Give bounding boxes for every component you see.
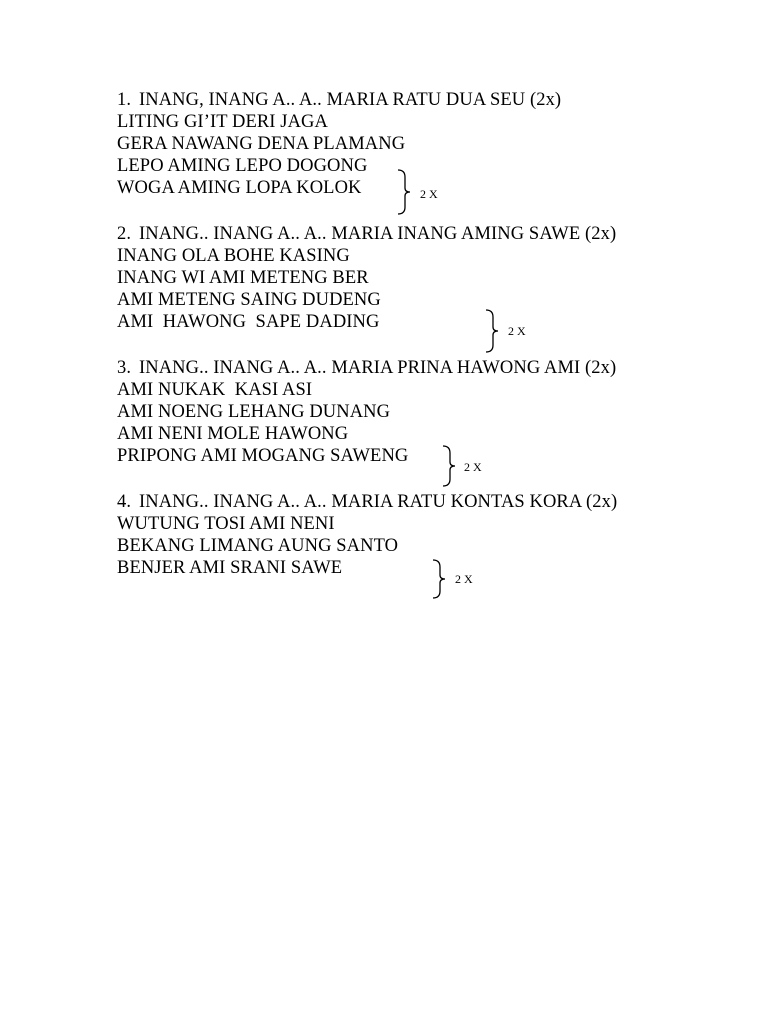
verse-2-number: 2. xyxy=(117,224,132,244)
verse-2-line-1: INANG OLA BOHE KASING xyxy=(117,246,350,266)
verse-1-number: 1. xyxy=(117,90,132,110)
verse-1-repeat-mark: 2 X xyxy=(420,187,438,201)
verse-4-repeat-brace xyxy=(431,558,453,600)
verse-3-first-line xyxy=(117,357,616,379)
verse-1-line-3: LEPO AMING LEPO DOGONG xyxy=(117,156,368,176)
verse-2-repeat-brace xyxy=(484,308,506,354)
verse-4-first-line xyxy=(117,491,617,513)
verse-2-line-2: INANG WI AMI METENG BER xyxy=(117,268,369,288)
verse-1-title: INANG, INANG A.. A.. MARIA RATU DUA SEU (2x) xyxy=(139,90,562,110)
verse-4-number: 4. xyxy=(117,492,132,512)
verse-2-line-3: AMI METENG SAING DUDENG xyxy=(117,290,381,310)
verse-3-title: INANG.. INANG A.. A.. MARIA PRINA HAWONG AMI (2x) xyxy=(139,358,617,378)
verse-4-repeat-mark: 2 X xyxy=(455,572,473,586)
verse-3-line-2: AMI NOENG LEHANG DUNANG xyxy=(117,402,391,422)
verse-4-title: INANG.. INANG A.. A.. MARIA RATU KONTAS KORA (2x) xyxy=(139,492,618,512)
verse-1-first-line xyxy=(117,89,561,111)
verse-2-title: INANG.. INANG A.. A.. MARIA INANG AMING SAWE (2x) xyxy=(139,224,617,244)
verse-3-line-3: AMI NENI MOLE HAWONG xyxy=(117,424,349,444)
verse-1-line-4: WOGA AMING LOPA KOLOK xyxy=(117,178,362,198)
verse-3-repeat-brace xyxy=(441,444,463,488)
verse-1-line-2: GERA NAWANG DENA PLAMANG xyxy=(117,134,406,154)
verse-3-number: 3. xyxy=(117,358,132,378)
verse-2-first-line xyxy=(117,223,616,245)
verse-3-line-1: AMI NUKAK KASI ASI xyxy=(117,380,313,400)
verse-1-line-1: LITING GI’IT DERI JAGA xyxy=(117,112,328,132)
verse-4-line-2: BEKANG LIMANG AUNG SANTO xyxy=(117,536,399,556)
verse-2-repeat-mark: 2 X xyxy=(508,324,526,338)
verse-2-line-4: AMI HAWONG SAPE DADING xyxy=(117,312,380,332)
verse-3-line-4: PRIPONG AMI MOGANG SAWENG xyxy=(117,446,409,466)
verse-1-repeat-brace xyxy=(396,168,418,216)
verse-4-line-1: WUTUNG TOSI AMI NENI xyxy=(117,514,335,534)
verse-3-repeat-mark: 2 X xyxy=(464,460,482,474)
verse-4-line-3: BENJER AMI SRANI SAWE xyxy=(117,558,343,578)
